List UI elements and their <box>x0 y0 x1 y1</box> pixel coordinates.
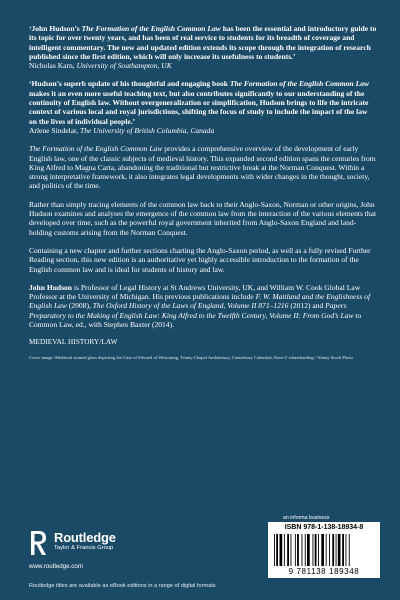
reviewer-institution: The University of British Columbia, Canada <box>80 125 215 135</box>
book-title: The Formation of the English Common Law <box>29 144 163 154</box>
routledge-r-icon <box>29 528 49 556</box>
quote-text: ‘Hudson’s superb update of his thoughtful and engaging book <box>29 79 230 89</box>
barcode-digits: 9 781138 189348 <box>288 567 360 576</box>
isbn-text: ISBN 978-1-138-18934-8 <box>284 524 364 531</box>
review-1 <box>29 24 377 70</box>
back-cover-text <box>29 24 377 361</box>
publication-title: The Oxford History of the Laws of England, Volume II 871–1216 <box>92 301 289 311</box>
quote-text: ‘John Hudson’s <box>29 24 82 33</box>
publisher-website: www.routledge.com <box>29 563 83 570</box>
publisher-name: Routledge <box>54 530 116 545</box>
subject-category: MEDIEVAL HISTORY/LAW <box>29 338 118 347</box>
bio-text: (2012) and <box>288 301 326 311</box>
footer <box>0 514 400 600</box>
reviewer-institution: University of Southampton, UK <box>76 61 172 71</box>
description-paragraph-3: Containing a new chapter and further sections charting the Anglo-Saxon period, as well as a fully revised Further Reading section, this new edition is an authoritative yet highly accessible introduction to the formation of the English common law and is ideal for students of history and law. <box>29 245 371 274</box>
description-paragraph-1 <box>29 144 377 190</box>
barcode-box <box>268 522 380 578</box>
bio-text: (2008), <box>66 301 93 311</box>
author-bio <box>29 283 377 329</box>
book-title: The Formation of the English Common Law <box>81 24 221 33</box>
quote-text: makes it an even more useful teaching text, but also contributes significantly to our understanding of the continuity of English law. Without overgeneralization or simplification, Hudson brings to life the intricate context of various local and royal jurisdictions, shifting the focus of study to include the impact of the law on the lives of individual people.’ <box>29 88 369 126</box>
publication-title: Papers Preparatory to the Making of English Law: King Alfred to the Twelfth Century, Volume II: From God’s Law <box>29 301 354 320</box>
review-2 <box>29 79 377 135</box>
bio-text: is Professor of Legal History at St Andrews University, UK, and William W. Cook Global Law Professor at the University of Michigan. His previous publications include <box>29 282 361 302</box>
cover-image-credit: Cover image: Medieval stained glass depicting the Case of Edward of Westoning, Trinity Chapel Ambulatory, Canterbury Cathedral, Kent © robertharding / Alamy Stock Photo <box>29 354 353 360</box>
reviewer-name: Nicholas Karn, <box>29 61 77 71</box>
ebook-note: Routledge titles are available as eBook editions in a range of digital formats <box>29 583 216 589</box>
routledge-logo <box>29 528 139 556</box>
reviewer-name: Arlene Sindelar, <box>29 125 81 135</box>
quote-text: has been the essential and introductory guide to its topic for over twenty years, and has been of real service to students for its breadth of coverage and intelligent commentary. The new and updated edition extends its scope through the integration of research published since the first edition, which will only increase its usefulness to students.’ <box>29 24 377 61</box>
publication-title: F. W. Maitland and the Englishness of English Law <box>29 292 371 311</box>
informa-tagline: an informa business <box>283 515 330 521</box>
paragraph-text: provides a comprehensive overview of the development of early English law, one of the classic subjects of medieval history. This expanded second edition spans the centuries from King Alfred to Magna Carta, abandoning the traditional but restrictive break at the Norman Conquest. Within a strong interpretative framework, it also integrates legal developments with wider changes in the thought, society, and politics of the time. <box>29 144 376 191</box>
bio-text: to Common Law, ed., with Stephen Baxter (2014). <box>29 310 362 330</box>
publisher-group: Taylor & Francis Group <box>54 545 114 551</box>
review-quote <box>29 24 377 61</box>
review-attribution <box>29 61 377 70</box>
book-title: The Formation of the English Common Law <box>229 79 370 89</box>
barcode-icon <box>274 534 374 566</box>
review-attribution <box>29 126 377 135</box>
author-name: John Hudson <box>29 282 73 292</box>
review-quote <box>29 79 377 125</box>
description-paragraph-2: Rather than simply tracing elements of the common law back to their Anglo-Saxon, Norman or other origins, John Hudson examines and analyses the emergence of the common law from the interaction of the various elements that developed over time, such as the powerful royal government inherited from Anglo-Saxon England and land-holding customs arising from the Norman Conquest. <box>29 199 377 237</box>
